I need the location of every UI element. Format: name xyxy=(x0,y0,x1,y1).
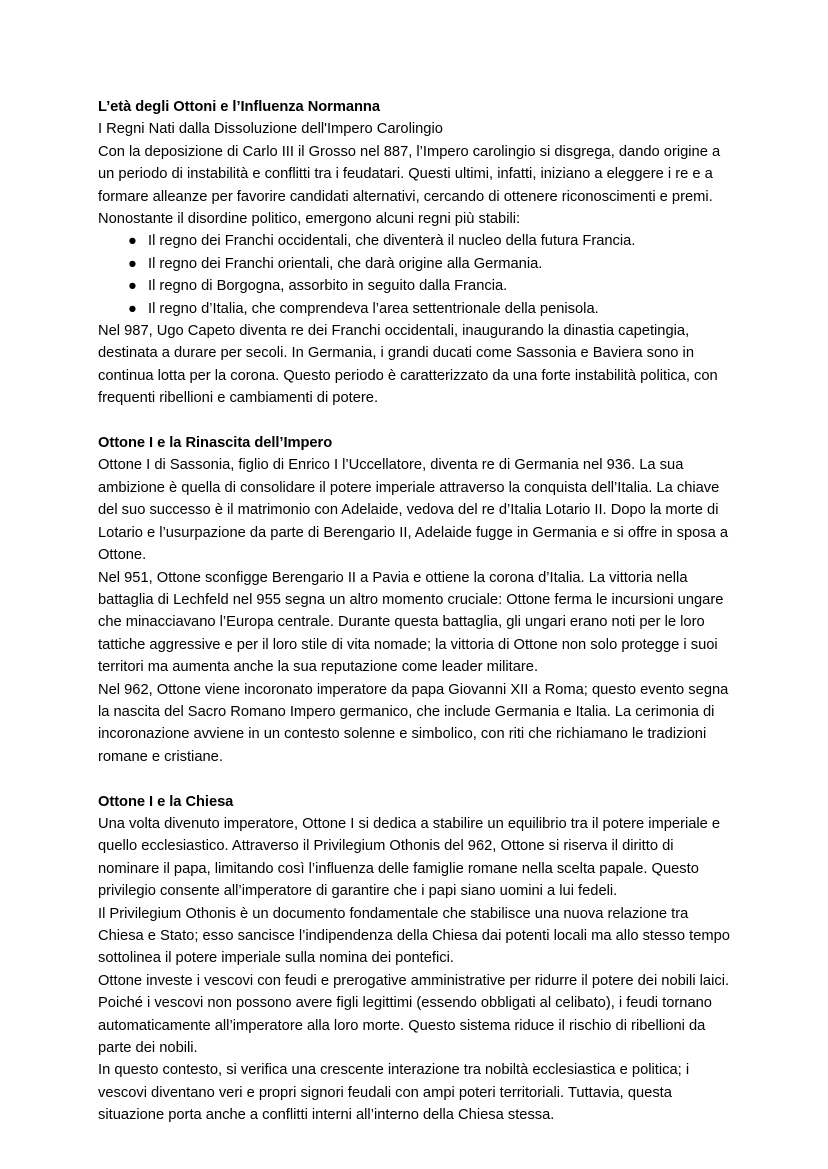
list-item-label: Il regno dei Franchi occidentali, che diventerà il nucleo della futura Francia. xyxy=(148,233,636,250)
section-eta-degli-ottoni xyxy=(98,96,732,410)
document-body xyxy=(98,96,732,1127)
list-item-label: Il regno d’Italia, che comprendeva l’area settentrionale della penisola. xyxy=(148,300,599,317)
list-item xyxy=(98,253,732,275)
list-item xyxy=(98,230,732,252)
paragraph: In questo contesto, si verifica una crescente interazione tra nobiltà ecclesiastica e politica; i vescovi diventano veri e propri signori feudali con ampi poteri territoriali. Tuttavia, questa situazione porta anche a conflitti interni all’interno della Chiesa stessa. xyxy=(98,1062,690,1124)
paragraph: Ottone I di Sassonia, figlio di Enrico I l’Uccellatore, diventa re di Germania nel 936. La sua ambizione è quella di consolidare il potere imperiale attraverso la conquista dell’Italia. La chiave del suo successo è il matrimonio con Adelaide, vedova del re d’Italia Lotario II. Dopo la morte di Lotario e l’usurpazione da parte di Berengario II, Adelaide fugge in Germania e si offre in sposa a Ottone. xyxy=(98,457,729,564)
section-heading: Ottone I e la Chiesa xyxy=(98,793,234,810)
list-item xyxy=(98,298,732,320)
paragraph: Nel 987, Ugo Capeto diventa re dei Franchi occidentali, inaugurando la dinastia capetingia, destinata a durare per secoli. In Germania, i grandi ducati come Sassonia e Baviera sono in continua lotta per la corona. Questo periodo è caratterizzato da una forte instabilità politica, con frequenti ribellioni e cambiamenti di potere. xyxy=(98,323,718,407)
paragraph: Ottone investe i vescovi con feudi e prerogative amministrative per ridurre il potere dei nobili laici. Poiché i vescovi non possono avere figli legittimi (essendo obbligati al celibato), i feudi tornano automaticamente all’imperatore alla loro morte. Questo sistema riduce il rischio di ribellioni da parte dei nobili. xyxy=(98,972,730,1057)
bullet-icon: ● xyxy=(128,278,137,295)
bullet-icon: ● xyxy=(128,233,137,250)
list-item-label: Il regno di Borgogna, assorbito in seguito dalla Francia. xyxy=(148,278,508,295)
paragraph: Con la deposizione di Carlo III il Grosso nel 887, l’Impero carolingio si disgrega, dando origine a un periodo di instabilità e conflitti tra i feudatari. Questi ultimi, infatti, iniziano a eleggere i re e a formare alleanze per favorire candidati alternativi, cercando di ottenere riconoscimenti e premi. Nonostante il disordine politico, emergono alcuni regni più stabili: xyxy=(98,143,721,228)
paragraph: Il Privilegium Othonis è un documento fondamentale che stabilisce una nuova relazione tra Chiesa e Stato; esso sancisce l’indipendenza della Chiesa dai potenti locali ma allo stesso tempo sottolinea il potere imperiale sulla nomina dei pontefici. xyxy=(98,905,730,967)
section-heading: Ottone I e la Rinascita dell’Impero xyxy=(98,435,333,452)
section-ottone-i-e-la-chiesa xyxy=(98,791,732,1127)
list-item xyxy=(98,275,732,297)
section-heading: L’età degli Ottoni e l’Influenza Normanna xyxy=(98,99,380,115)
section-ottone-i-rinascita-impero xyxy=(98,432,732,768)
bullet-icon: ● xyxy=(128,255,137,272)
paragraph: Nel 962, Ottone viene incoronato imperatore da papa Giovanni XII a Roma; questo evento segna la nascita del Sacro Romano Impero germanico, che include Germania e Italia. La cerimonia di incoronazione avviene in un contesto solenne e simbolico, con riti che richiamano le tradizioni romane e cristiane. xyxy=(98,681,729,765)
bullet-icon: ● xyxy=(128,300,137,317)
list-item-label: Il regno dei Franchi orientali, che darà origine alla Germania. xyxy=(148,255,543,272)
paragraph: Nel 951, Ottone sconfigge Berengario II a Pavia e ottiene la corona d’Italia. La vittoria nella battaglia di Lechfeld nel 955 segna un altro momento cruciale: Ottone ferma le incursioni ungare che minacciavano l’Europa centrale. Durante questa battaglia, gli ungari erano noti per le loro tattiche aggressive e per il loro stile di vita nomade; la vittoria di Ottone non solo protegge i suoi territori ma aumenta anche la sua reputazione come leader militare. xyxy=(98,569,724,676)
kingdoms-list xyxy=(98,230,732,320)
paragraph: Una volta divenuto imperatore, Ottone I si dedica a stabilire un equilibrio tra il potere imperiale e quello ecclesiastico. Attraverso il Privilegium Othonis del 962, Ottone si riserva il diritto di nominare il papa, limitando così l’influenza delle famiglie romane nella scelta papale. Questo privilegio consente all’imperatore di garantire che i papi siano uomini a lui fedeli. xyxy=(98,815,721,900)
section-subheading: I Regni Nati dalla Dissoluzione dell'Impero Carolingio xyxy=(98,121,443,138)
